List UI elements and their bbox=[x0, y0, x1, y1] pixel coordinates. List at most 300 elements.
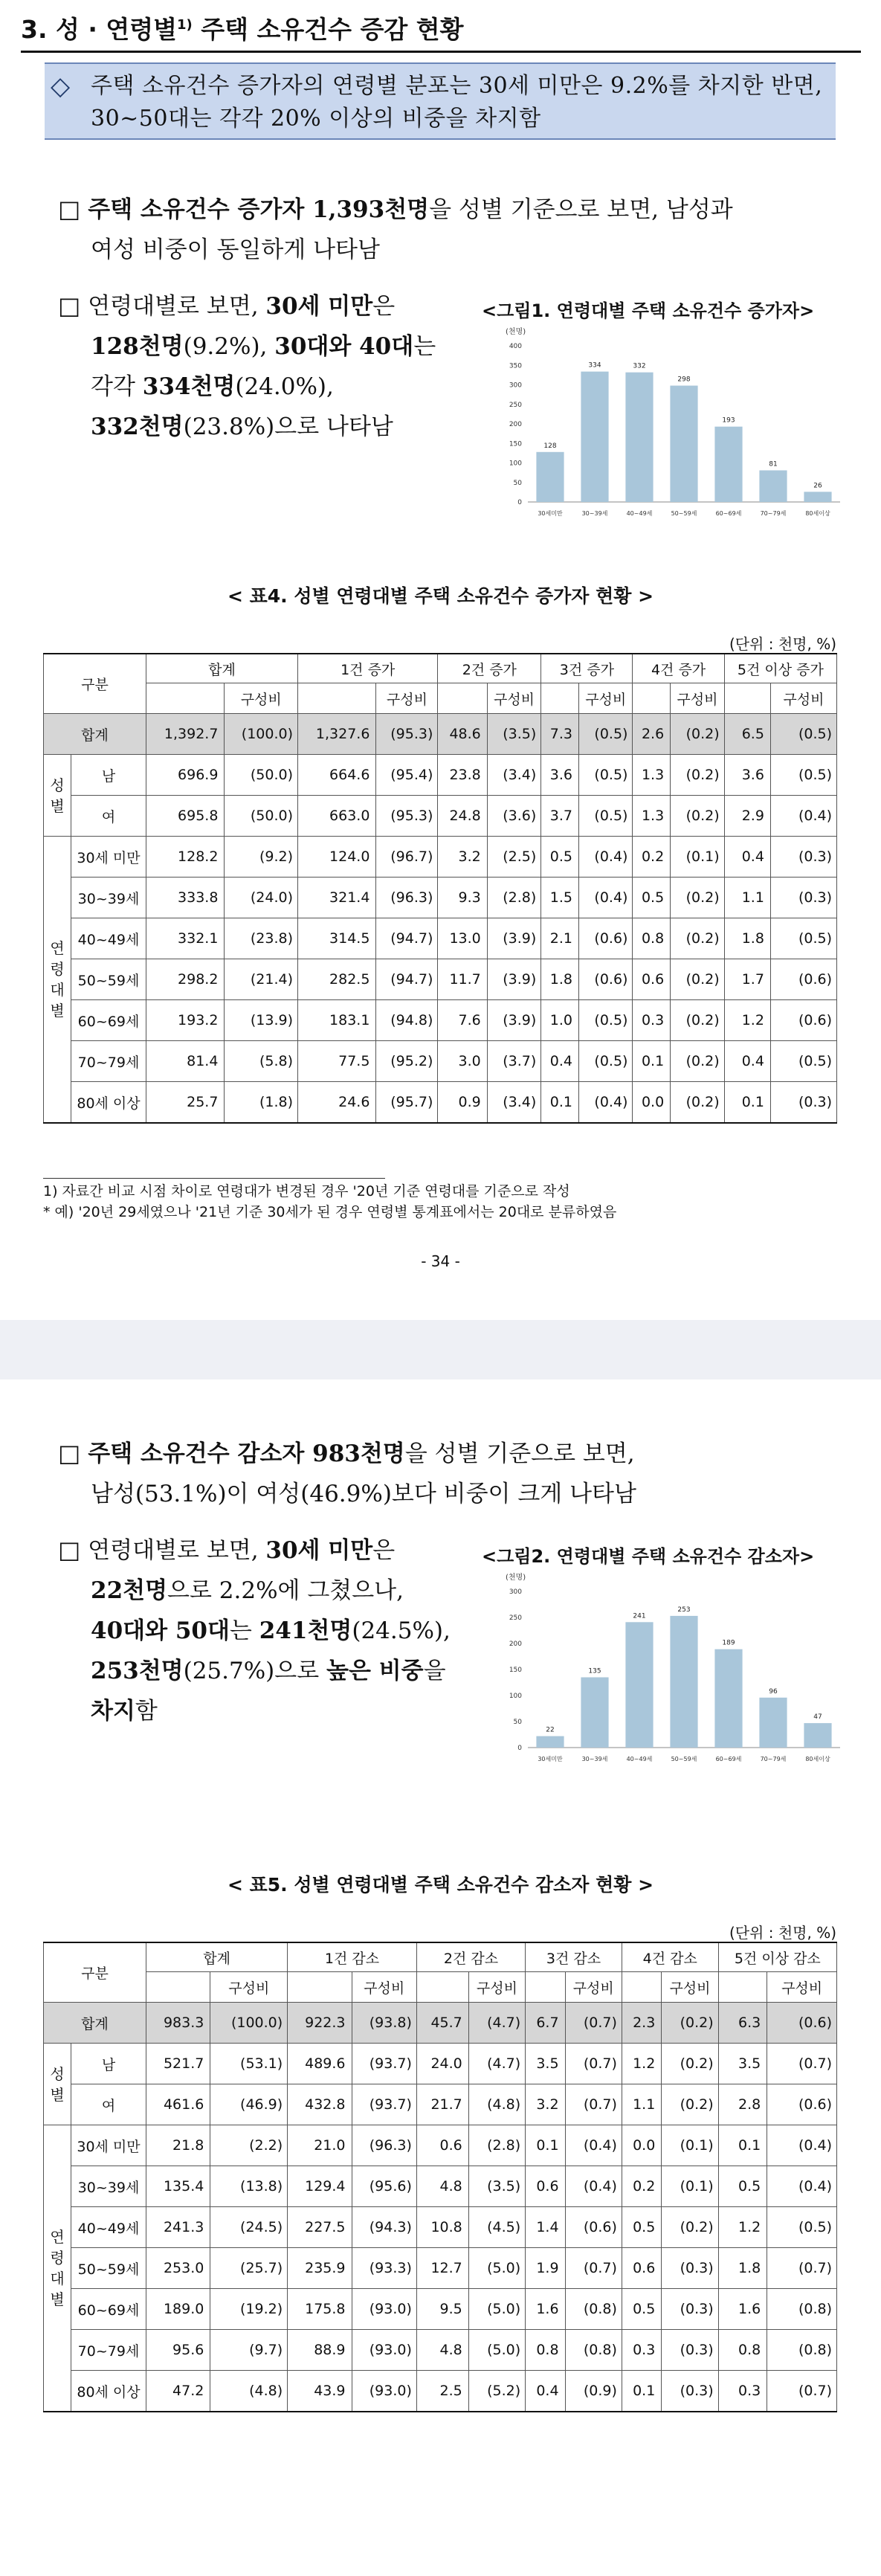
row-label: 30~39세 bbox=[71, 878, 146, 918]
y-tick-label: 300 bbox=[509, 381, 522, 390]
cell-share: (0.6) bbox=[565, 2207, 622, 2248]
cell-value: 2.3 bbox=[622, 2003, 661, 2044]
cell-share: (0.2) bbox=[671, 714, 725, 755]
row-label: 30세 미만 bbox=[71, 837, 146, 878]
cell-value: 81.4 bbox=[146, 1041, 225, 1082]
bar bbox=[759, 470, 787, 502]
cell-share: (0.5) bbox=[770, 714, 836, 755]
bold-text: 332천명 bbox=[91, 413, 184, 440]
cell-value: 21.0 bbox=[288, 2125, 352, 2166]
cell-share: (21.4) bbox=[225, 959, 298, 1000]
col-header-value bbox=[288, 1972, 352, 2003]
table-row bbox=[44, 1082, 837, 1124]
bold-text: 128천명 bbox=[91, 333, 184, 360]
col-header-value bbox=[298, 683, 376, 714]
cell-share: (0.1) bbox=[662, 2166, 718, 2207]
footnote-ref: 1) bbox=[177, 17, 193, 33]
col-header-gubun: 구분 bbox=[44, 1942, 146, 2003]
y-unit-label: (천명) bbox=[506, 1574, 526, 1582]
cell-value: 0.6 bbox=[416, 2125, 468, 2166]
cell-share: (0.2) bbox=[662, 2044, 718, 2084]
cell-value: 314.5 bbox=[298, 918, 376, 959]
x-tick-label: 30세미만 bbox=[538, 1756, 563, 1762]
cell-value: 2.8 bbox=[718, 2084, 767, 2125]
footnote-1: 1) 자료간 비교 시점 차이로 연령대가 변경된 경우 '20년 기준 연령대를 기준으로 작성 bbox=[43, 1183, 570, 1200]
group-label-age: 연 령 대 별 bbox=[44, 2125, 71, 2412]
text: 으로 2.2%에 그쳤으나, bbox=[167, 1577, 404, 1604]
cell-share: (0.8) bbox=[767, 2289, 837, 2330]
cell-share: (0.5) bbox=[767, 2207, 837, 2248]
cell-share: (95.4) bbox=[376, 755, 438, 796]
table-row bbox=[44, 2207, 837, 2248]
text: (25.7%)으로 bbox=[183, 1658, 327, 1684]
y-tick-label: 0 bbox=[517, 499, 522, 506]
cell-value: 0.3 bbox=[633, 1000, 671, 1041]
cell-value: 0.1 bbox=[622, 2371, 661, 2412]
table-row bbox=[44, 755, 837, 796]
cell-share: (0.5) bbox=[578, 1041, 633, 1082]
cell-share: (0.6) bbox=[578, 918, 633, 959]
text: (23.8%)으로 나타남 bbox=[183, 413, 393, 440]
cell-share: (3.7) bbox=[487, 1041, 541, 1082]
table-row bbox=[44, 2044, 837, 2084]
bold-text: 253천명 bbox=[91, 1658, 184, 1684]
cell-share: (93.7) bbox=[352, 2044, 416, 2084]
cell-share: (0.2) bbox=[671, 918, 725, 959]
cell-value: 2.1 bbox=[541, 918, 579, 959]
header-row bbox=[44, 1942, 837, 1972]
bold-text: 차지 bbox=[91, 1698, 135, 1725]
cell-value: 253.0 bbox=[146, 2248, 210, 2289]
page-35 bbox=[0, 1379, 881, 2576]
cell-value: 129.4 bbox=[288, 2166, 352, 2207]
cell-value: 0.1 bbox=[526, 2125, 565, 2166]
row-label: 합계 bbox=[44, 2003, 146, 2044]
row-label: 80세 이상 bbox=[71, 1082, 146, 1124]
cell-share: (3.9) bbox=[487, 1000, 541, 1041]
col-header-value bbox=[622, 1972, 661, 2003]
cell-share: (2.8) bbox=[487, 878, 541, 918]
cell-share: (0.4) bbox=[578, 878, 633, 918]
cell-value: 663.0 bbox=[298, 796, 376, 837]
data-label: 298 bbox=[677, 376, 691, 384]
cell-value: 24.8 bbox=[438, 796, 487, 837]
cell-share: (93.3) bbox=[352, 2248, 416, 2289]
page-number: - 34 - bbox=[421, 1252, 460, 1270]
cell-value: 0.5 bbox=[541, 837, 579, 878]
bold-text: 30대와 40대 bbox=[274, 333, 414, 360]
cell-value: 13.0 bbox=[438, 918, 487, 959]
cell-share: (5.0) bbox=[468, 2248, 525, 2289]
col-header-value bbox=[541, 683, 579, 714]
row-label: 70~79세 bbox=[71, 1041, 146, 1082]
cell-share: (0.5) bbox=[578, 714, 633, 755]
cell-share: (95.3) bbox=[376, 714, 438, 755]
cell-value: 922.3 bbox=[288, 2003, 352, 2044]
cell-share: (93.0) bbox=[352, 2330, 416, 2371]
x-tick-label: 40~49세 bbox=[626, 1756, 653, 1762]
section-title-tail: 주택 소유건수 증감 현황 bbox=[192, 15, 464, 44]
cell-value: 4.8 bbox=[416, 2166, 468, 2207]
bullet-decrease-age bbox=[58, 1530, 482, 1731]
cell-value: 3.0 bbox=[438, 1041, 487, 1082]
cell-value: 24.6 bbox=[298, 1082, 376, 1124]
bar bbox=[670, 386, 697, 502]
cell-value: 77.5 bbox=[298, 1041, 376, 1082]
table5-unit: (단위 : 천명, %) bbox=[729, 1924, 836, 1942]
cell-share: (2.8) bbox=[468, 2125, 525, 2166]
cell-share: (3.9) bbox=[487, 918, 541, 959]
cell-share: (3.5) bbox=[468, 2166, 525, 2207]
bold-text: 30세 미만 bbox=[265, 1537, 373, 1564]
cell-value: 0.9 bbox=[438, 1082, 487, 1124]
bar bbox=[581, 372, 608, 502]
cell-share: (0.3) bbox=[662, 2371, 718, 2412]
cell-value: 1,392.7 bbox=[146, 714, 225, 755]
bar bbox=[759, 1698, 787, 1748]
cell-value: 128.2 bbox=[146, 837, 225, 878]
y-tick-label: 350 bbox=[509, 362, 522, 370]
data-label: 22 bbox=[546, 1726, 555, 1734]
cell-share: (0.2) bbox=[671, 878, 725, 918]
cell-value: 6.3 bbox=[718, 2003, 767, 2044]
y-tick-label: 250 bbox=[509, 401, 522, 409]
cell-share: (0.3) bbox=[662, 2248, 718, 2289]
col-header-share: 구성비 bbox=[578, 683, 633, 714]
y-tick-label: 100 bbox=[509, 1693, 522, 1700]
cell-value: 1.7 bbox=[724, 959, 770, 1000]
cell-share: (0.2) bbox=[662, 2003, 718, 2044]
cell-share: (0.5) bbox=[770, 918, 836, 959]
table-row bbox=[44, 959, 837, 1000]
cell-value: 0.4 bbox=[724, 1041, 770, 1082]
x-tick-label: 60~69세 bbox=[715, 1756, 742, 1762]
x-tick-label: 80세이상 bbox=[805, 510, 830, 517]
data-label: 189 bbox=[722, 1639, 735, 1647]
cell-share: (5.0) bbox=[468, 2330, 525, 2371]
y-tick-label: 400 bbox=[509, 343, 522, 350]
data-label: 332 bbox=[633, 362, 646, 370]
cell-value: 21.7 bbox=[416, 2084, 468, 2125]
cell-value: 3.6 bbox=[541, 755, 579, 796]
text: (24.0%), bbox=[235, 373, 334, 400]
cell-share: (0.9) bbox=[565, 2371, 622, 2412]
row-label: 60~69세 bbox=[71, 2289, 146, 2330]
cell-share: (0.6) bbox=[767, 2084, 837, 2125]
cell-share: (19.2) bbox=[210, 2289, 288, 2330]
cell-share: (0.2) bbox=[662, 2084, 718, 2125]
footnote-rule bbox=[43, 1178, 385, 1179]
cell-share: (0.6) bbox=[770, 959, 836, 1000]
x-tick-label: 70~79세 bbox=[760, 1756, 787, 1762]
col-header-group: 2건 감소 bbox=[416, 1942, 525, 1972]
figure2-bar-chart bbox=[491, 1569, 848, 1777]
cell-value: 321.4 bbox=[298, 878, 376, 918]
table5-title: < 표5. 성별 연령대별 주택 소유건수 감소자 현황 > bbox=[227, 1874, 654, 1896]
cell-value: 1.8 bbox=[724, 918, 770, 959]
cell-value: 0.5 bbox=[622, 2207, 661, 2248]
x-tick-label: 80세이상 bbox=[805, 1756, 830, 1762]
cell-value: 3.7 bbox=[541, 796, 579, 837]
col-header-group: 1건 증가 bbox=[298, 654, 438, 683]
cell-value: 3.2 bbox=[438, 837, 487, 878]
cell-value: 1,327.6 bbox=[298, 714, 376, 755]
col-header-group: 5건 이상 증가 bbox=[724, 654, 836, 683]
cell-share: (96.3) bbox=[352, 2125, 416, 2166]
cell-value: 489.6 bbox=[288, 2044, 352, 2084]
total-row bbox=[44, 2003, 837, 2044]
cell-share: (0.5) bbox=[578, 755, 633, 796]
cell-share: (9.7) bbox=[210, 2330, 288, 2371]
cell-share: (4.5) bbox=[468, 2207, 525, 2248]
cell-value: 0.0 bbox=[633, 1082, 671, 1124]
figure1-bar-chart bbox=[491, 323, 848, 532]
data-label: 334 bbox=[588, 361, 601, 370]
cell-value: 1.2 bbox=[718, 2207, 767, 2248]
cell-value: 1.3 bbox=[633, 796, 671, 837]
bar bbox=[581, 1678, 608, 1748]
table4-unit: (단위 : 천명, %) bbox=[729, 635, 836, 653]
col-header-gubun: 구분 bbox=[44, 654, 146, 714]
cell-value: 0.5 bbox=[718, 2166, 767, 2207]
cell-value: 0.4 bbox=[724, 837, 770, 878]
row-label: 60~69세 bbox=[71, 1000, 146, 1041]
text: (24.5%), bbox=[352, 1617, 451, 1644]
cell-share: (0.1) bbox=[662, 2125, 718, 2166]
cell-share: (5.8) bbox=[225, 1041, 298, 1082]
cell-share: (93.7) bbox=[352, 2084, 416, 2125]
cell-value: 3.2 bbox=[526, 2084, 565, 2125]
cell-share: (0.7) bbox=[565, 2248, 622, 2289]
col-header-share: 구성비 bbox=[210, 1972, 288, 2003]
cell-value: 6.7 bbox=[526, 2003, 565, 2044]
checkbox-square-icon: □ bbox=[58, 292, 81, 320]
cell-value: 0.2 bbox=[633, 837, 671, 878]
cell-share: (0.3) bbox=[662, 2289, 718, 2330]
cell-share: (93.0) bbox=[352, 2289, 416, 2330]
cell-value: 0.0 bbox=[622, 2125, 661, 2166]
cell-value: 1.1 bbox=[622, 2084, 661, 2125]
cell-value: 1.1 bbox=[724, 878, 770, 918]
cell-value: 23.8 bbox=[438, 755, 487, 796]
cell-value: 432.8 bbox=[288, 2084, 352, 2125]
y-tick-label: 200 bbox=[509, 421, 522, 428]
cell-value: 0.4 bbox=[526, 2371, 565, 2412]
text: 을 bbox=[423, 1658, 446, 1684]
cell-value: 461.6 bbox=[146, 2084, 210, 2125]
bold-text: 주택 소유건수 감소자 983천명 bbox=[88, 1440, 405, 1467]
x-tick-label: 30~39세 bbox=[581, 510, 608, 517]
cell-value: 10.8 bbox=[416, 2207, 468, 2248]
bar bbox=[804, 492, 831, 502]
table-row bbox=[44, 2330, 837, 2371]
table5 bbox=[43, 1942, 837, 2412]
cell-value: 183.1 bbox=[298, 1000, 376, 1041]
cell-share: (3.4) bbox=[487, 1082, 541, 1124]
cell-share: (0.2) bbox=[662, 2207, 718, 2248]
bar bbox=[625, 1622, 653, 1748]
bullet-decrease-gender bbox=[58, 1433, 846, 1514]
text: 을 성별 기준으로 보면, bbox=[404, 1440, 635, 1467]
cell-share: (95.2) bbox=[376, 1041, 438, 1082]
cell-share: (50.0) bbox=[225, 755, 298, 796]
data-label: 135 bbox=[588, 1667, 601, 1675]
cell-share: (4.7) bbox=[468, 2044, 525, 2084]
cell-value: 24.0 bbox=[416, 2044, 468, 2084]
section-title-text: 3. 성 · 연령별 bbox=[21, 15, 178, 44]
cell-value: 43.9 bbox=[288, 2371, 352, 2412]
figure1-title: <그림1. 연령대별 주택 소유건수 증가자> bbox=[482, 300, 815, 321]
x-tick-label: 70~79세 bbox=[760, 510, 787, 517]
y-tick-label: 250 bbox=[509, 1614, 522, 1622]
table-row bbox=[44, 796, 837, 837]
cell-value: 1.8 bbox=[541, 959, 579, 1000]
y-tick-label: 50 bbox=[513, 479, 522, 487]
table-row bbox=[44, 918, 837, 959]
col-header-share: 구성비 bbox=[352, 1972, 416, 2003]
col-header-group: 5건 이상 감소 bbox=[718, 1942, 836, 1972]
cell-value: 88.9 bbox=[288, 2330, 352, 2371]
x-tick-label: 50~59세 bbox=[671, 1756, 697, 1762]
row-label: 남 bbox=[71, 2044, 146, 2084]
row-label: 50~59세 bbox=[71, 959, 146, 1000]
cell-value: 21.8 bbox=[146, 2125, 210, 2166]
cell-share: (0.3) bbox=[662, 2330, 718, 2371]
table4 bbox=[43, 653, 837, 1124]
cell-share: (94.3) bbox=[352, 2207, 416, 2248]
group-label-age: 연 령 대 별 bbox=[44, 837, 71, 1124]
cell-share: (96.7) bbox=[376, 837, 438, 878]
col-header-group: 1건 감소 bbox=[288, 1942, 417, 1972]
cell-share: (93.8) bbox=[352, 2003, 416, 2044]
cell-value: 7.3 bbox=[541, 714, 579, 755]
cell-value: 3.5 bbox=[526, 2044, 565, 2084]
x-tick-label: 40~49세 bbox=[626, 510, 653, 517]
table-row bbox=[44, 2371, 837, 2412]
cell-value: 695.8 bbox=[146, 796, 225, 837]
table-row bbox=[44, 2125, 837, 2166]
cell-value: 0.5 bbox=[622, 2289, 661, 2330]
row-label: 70~79세 bbox=[71, 2330, 146, 2371]
col-header-share: 구성비 bbox=[770, 683, 836, 714]
cell-value: 332.1 bbox=[146, 918, 225, 959]
cell-share: (25.7) bbox=[210, 2248, 288, 2289]
col-header-group: 2건 증가 bbox=[438, 654, 541, 683]
y-tick-label: 50 bbox=[513, 1719, 522, 1726]
cell-value: 1.6 bbox=[718, 2289, 767, 2330]
cell-share: (0.8) bbox=[767, 2330, 837, 2371]
row-label: 50~59세 bbox=[71, 2248, 146, 2289]
cell-value: 2.5 bbox=[416, 2371, 468, 2412]
bold-text: 40대와 50대 bbox=[91, 1617, 230, 1644]
cell-value: 521.7 bbox=[146, 2044, 210, 2084]
summary-text: 주택 소유건수 증가자의 연령별 분포는 30세 미만은 9.2%를 차지한 반면, 30~50대는 각각 20% 이상의 비중을 차지함 bbox=[91, 73, 823, 132]
checkbox-square-icon: □ bbox=[58, 195, 81, 223]
cell-value: 664.6 bbox=[298, 755, 376, 796]
cell-share: (0.2) bbox=[671, 1041, 725, 1082]
bold-text: 241천명 bbox=[259, 1617, 352, 1644]
row-label: 40~49세 bbox=[71, 918, 146, 959]
col-header-value bbox=[526, 1972, 565, 2003]
x-tick-label: 30세미만 bbox=[538, 510, 563, 517]
cell-value: 0.4 bbox=[541, 1041, 579, 1082]
cell-share: (0.6) bbox=[578, 959, 633, 1000]
col-header-value bbox=[146, 683, 225, 714]
figure2-title: <그림2. 연령대별 주택 소유건수 감소자> bbox=[482, 1546, 815, 1567]
subheader-row bbox=[44, 1972, 837, 2003]
col-header-value bbox=[146, 1972, 210, 2003]
row-label: 30세 미만 bbox=[71, 2125, 146, 2166]
bar bbox=[536, 1736, 564, 1748]
cell-share: (24.5) bbox=[210, 2207, 288, 2248]
cell-share: (94.8) bbox=[376, 1000, 438, 1041]
col-header-share: 구성비 bbox=[468, 1972, 525, 2003]
bold-text: 높은 비중 bbox=[326, 1658, 424, 1684]
table-row bbox=[44, 2248, 837, 2289]
table-row bbox=[44, 1000, 837, 1041]
col-header-value bbox=[416, 1972, 468, 2003]
subheader-row bbox=[44, 683, 837, 714]
cell-share: (46.9) bbox=[210, 2084, 288, 2125]
bar bbox=[670, 1616, 697, 1748]
cell-share: (100.0) bbox=[210, 2003, 288, 2044]
table-row bbox=[44, 2289, 837, 2330]
cell-share: (0.4) bbox=[767, 2125, 837, 2166]
col-header-share: 구성비 bbox=[671, 683, 725, 714]
cell-share: (0.8) bbox=[565, 2330, 622, 2371]
cell-value: 6.5 bbox=[724, 714, 770, 755]
data-label: 241 bbox=[633, 1612, 646, 1620]
bar bbox=[804, 1723, 831, 1748]
page-gap bbox=[0, 1320, 881, 1379]
table-row bbox=[44, 878, 837, 918]
data-label: 128 bbox=[543, 442, 557, 450]
cell-value: 45.7 bbox=[416, 2003, 468, 2044]
cell-value: 175.8 bbox=[288, 2289, 352, 2330]
bar bbox=[714, 1649, 742, 1748]
cell-share: (94.7) bbox=[376, 959, 438, 1000]
row-label: 30~39세 bbox=[71, 2166, 146, 2207]
col-header-group: 3건 증가 bbox=[541, 654, 633, 683]
col-header-group: 4건 증가 bbox=[633, 654, 724, 683]
footnote-2: * 예) '20년 29세였으나 '21년 기준 30세가 된 경우 연령별 통계표에서는 20대로 분류하였음 bbox=[43, 1204, 617, 1220]
cell-share: (3.5) bbox=[487, 714, 541, 755]
checkbox-square-icon: □ bbox=[58, 1439, 81, 1467]
y-tick-label: 300 bbox=[509, 1588, 522, 1596]
x-tick-label: 60~69세 bbox=[715, 510, 742, 517]
y-tick-label: 200 bbox=[509, 1640, 522, 1648]
data-label: 96 bbox=[769, 1687, 778, 1696]
cell-share: (0.2) bbox=[671, 1000, 725, 1041]
col-header-value bbox=[724, 683, 770, 714]
cell-value: 241.3 bbox=[146, 2207, 210, 2248]
cell-share: (0.6) bbox=[770, 1000, 836, 1041]
cell-value: 0.2 bbox=[622, 2166, 661, 2207]
row-label: 남 bbox=[71, 755, 146, 796]
cell-share: (0.5) bbox=[578, 1000, 633, 1041]
x-tick-label: 50~59세 bbox=[671, 510, 697, 517]
col-header-group: 3건 감소 bbox=[526, 1942, 622, 1972]
cell-share: (23.8) bbox=[225, 918, 298, 959]
cell-share: (0.6) bbox=[767, 2003, 837, 2044]
cell-value: 7.6 bbox=[438, 1000, 487, 1041]
col-header-share: 구성비 bbox=[662, 1972, 718, 2003]
y-unit-label: (천명) bbox=[506, 328, 526, 336]
table-row bbox=[44, 2084, 837, 2125]
bullet-increase-gender bbox=[58, 189, 846, 270]
text: 는 bbox=[413, 333, 436, 360]
cell-value: 1.3 bbox=[633, 755, 671, 796]
